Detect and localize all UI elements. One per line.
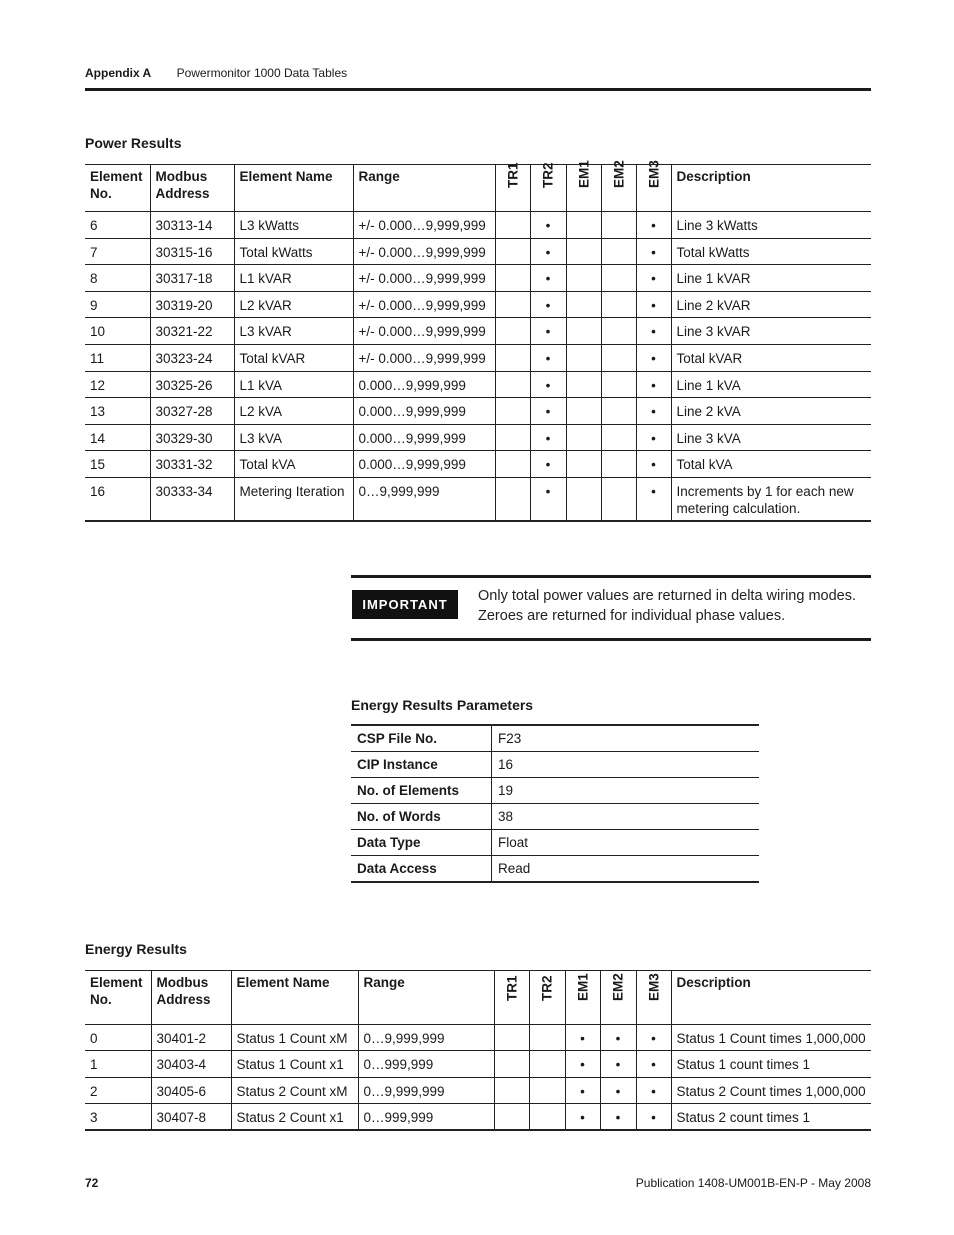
table-cell: Line 3 kWatts	[671, 212, 871, 239]
table-row	[85, 318, 871, 345]
table-cell: 30405-6	[151, 1077, 231, 1103]
table-cell: •	[600, 1051, 636, 1077]
important-badge: IMPORTANT	[352, 590, 458, 619]
param-key: No. of Words	[351, 804, 492, 830]
table-cell: +/- 0.000…9,999,999	[353, 318, 495, 345]
param-key: Data Access	[351, 856, 492, 883]
table-cell	[529, 1025, 565, 1051]
col-range: Range	[353, 165, 495, 212]
table-cell	[566, 344, 601, 371]
table-cell: •	[530, 265, 566, 292]
energy-params-table	[351, 724, 759, 883]
table-cell: •	[636, 265, 671, 292]
table-cell: Line 3 kVA	[671, 424, 871, 451]
col-em2: EM2	[600, 971, 636, 1025]
param-row	[351, 856, 759, 883]
table-cell: •	[636, 1051, 671, 1077]
table-cell: Line 1 kVA	[671, 371, 871, 398]
table-cell: 6	[85, 212, 150, 239]
table-row	[85, 212, 871, 239]
table-cell: Line 3 kVAR	[671, 318, 871, 345]
table-cell	[494, 1051, 529, 1077]
table-cell	[529, 1051, 565, 1077]
col-tr1: TR1	[494, 971, 529, 1025]
table-cell: +/- 0.000…9,999,999	[353, 291, 495, 318]
col-tr2: TR2	[529, 971, 565, 1025]
table-cell: •	[636, 1104, 671, 1130]
table-row	[85, 398, 871, 425]
table-cell: +/- 0.000…9,999,999	[353, 212, 495, 239]
table-row	[85, 1025, 871, 1051]
param-key: Data Type	[351, 830, 492, 856]
param-key: CSP File No.	[351, 725, 492, 752]
table-cell: 30317-18	[150, 265, 234, 292]
table-row	[85, 344, 871, 371]
table-cell: 0.000…9,999,999	[353, 371, 495, 398]
col-tr1: TR1	[495, 165, 530, 212]
table-cell: •	[636, 398, 671, 425]
table-row	[85, 1077, 871, 1103]
param-row	[351, 804, 759, 830]
table-cell	[566, 291, 601, 318]
page-number: 72	[85, 1176, 99, 1190]
table-cell: Status 2 Count x1	[231, 1104, 358, 1130]
param-row	[351, 778, 759, 804]
table-cell: 0.000…9,999,999	[353, 451, 495, 478]
col-em1: EM1	[566, 165, 601, 212]
table-cell: 10	[85, 318, 150, 345]
col-em2: EM2	[601, 165, 636, 212]
col-element-name: Element Name	[231, 971, 358, 1025]
table-cell: •	[636, 212, 671, 239]
table-cell	[495, 451, 530, 478]
table-cell: 13	[85, 398, 150, 425]
table-cell	[494, 1104, 529, 1130]
table-cell: L3 kVA	[234, 424, 353, 451]
table-cell	[601, 344, 636, 371]
table-cell	[601, 398, 636, 425]
power-header-row	[85, 165, 871, 212]
col-element-no: Element No.	[85, 165, 150, 212]
table-cell: Status 1 Count x1	[231, 1051, 358, 1077]
table-cell: Status 2 Count xM	[231, 1077, 358, 1103]
param-row	[351, 725, 759, 752]
table-cell: 9	[85, 291, 150, 318]
table-cell	[566, 318, 601, 345]
table-cell: •	[636, 451, 671, 478]
table-row	[85, 451, 871, 478]
table-cell	[529, 1104, 565, 1130]
table-cell: 30333-34	[150, 477, 234, 521]
table-cell: •	[600, 1077, 636, 1103]
table-row	[85, 1051, 871, 1077]
table-cell: Total kWatts	[671, 238, 871, 265]
table-cell: L1 kVA	[234, 371, 353, 398]
table-cell: Line 1 kVAR	[671, 265, 871, 292]
table-cell: 0…9,999,999	[353, 477, 495, 521]
table-cell: •	[565, 1025, 600, 1051]
col-element-name: Element Name	[234, 165, 353, 212]
table-cell: 30401-2	[151, 1025, 231, 1051]
energy-params-title: Energy Results Parameters	[351, 697, 534, 713]
table-cell: 30403-4	[151, 1051, 231, 1077]
col-em1: EM1	[565, 971, 600, 1025]
col-modbus-address: Modbus Address	[151, 971, 231, 1025]
energy-header-row	[85, 971, 871, 1025]
table-cell: •	[530, 291, 566, 318]
table-cell: •	[530, 477, 566, 521]
table-row	[85, 238, 871, 265]
table-cell: L1 kVAR	[234, 265, 353, 292]
table-row	[85, 371, 871, 398]
table-cell	[494, 1077, 529, 1103]
table-cell: 30329-30	[150, 424, 234, 451]
table-cell	[566, 424, 601, 451]
table-cell: Total kWatts	[234, 238, 353, 265]
table-cell: •	[636, 318, 671, 345]
table-cell: Total kVAR	[234, 344, 353, 371]
table-cell: Status 1 count times 1	[671, 1051, 871, 1077]
table-cell: 8	[85, 265, 150, 292]
col-range: Range	[358, 971, 494, 1025]
table-cell: L3 kWatts	[234, 212, 353, 239]
param-row	[351, 830, 759, 856]
table-cell: •	[636, 291, 671, 318]
table-cell: •	[530, 238, 566, 265]
col-em3: EM3	[636, 165, 671, 212]
power-results-title: Power Results	[85, 135, 182, 151]
table-row	[85, 477, 871, 521]
table-cell: L3 kVAR	[234, 318, 353, 345]
table-cell: 1	[85, 1051, 151, 1077]
table-cell: Status 1 Count xM	[231, 1025, 358, 1051]
table-cell: 30315-16	[150, 238, 234, 265]
table-cell	[601, 451, 636, 478]
table-cell: •	[565, 1077, 600, 1103]
table-cell: 30407-8	[151, 1104, 231, 1130]
table-cell	[495, 212, 530, 239]
table-cell: •	[636, 1077, 671, 1103]
header-rule	[85, 88, 871, 91]
table-cell	[601, 291, 636, 318]
table-cell: •	[600, 1025, 636, 1051]
col-tr2: TR2	[530, 165, 566, 212]
table-cell	[601, 212, 636, 239]
publication-info: Publication 1408-UM001B-EN-P - May 2008	[635, 1176, 871, 1190]
table-cell: Metering Iteration	[234, 477, 353, 521]
table-cell	[601, 265, 636, 292]
table-cell: •	[530, 451, 566, 478]
table-cell	[566, 212, 601, 239]
table-cell: 30321-22	[150, 318, 234, 345]
table-row	[85, 1104, 871, 1130]
param-value: 38	[492, 804, 760, 830]
table-cell	[495, 291, 530, 318]
table-cell: 2	[85, 1077, 151, 1103]
table-cell	[566, 371, 601, 398]
table-cell: 30327-28	[150, 398, 234, 425]
table-cell: •	[530, 371, 566, 398]
table-cell: •	[636, 344, 671, 371]
table-cell	[601, 318, 636, 345]
table-cell	[566, 477, 601, 521]
table-cell	[495, 477, 530, 521]
table-cell: •	[530, 318, 566, 345]
table-cell: +/- 0.000…9,999,999	[353, 344, 495, 371]
table-cell: Line 2 kVAR	[671, 291, 871, 318]
table-cell: •	[565, 1051, 600, 1077]
table-cell: 30331-32	[150, 451, 234, 478]
table-cell	[529, 1077, 565, 1103]
power-results-table	[85, 160, 871, 522]
table-cell: 16	[85, 477, 150, 521]
table-cell: +/- 0.000…9,999,999	[353, 265, 495, 292]
param-key: CIP Instance	[351, 752, 492, 778]
table-row	[85, 424, 871, 451]
col-element-no: Element No.	[85, 971, 151, 1025]
table-cell	[601, 477, 636, 521]
important-text: Only total power values are returned in delta wiring modes. Zeroes are returned for individual phase values.	[478, 588, 856, 624]
table-cell	[495, 265, 530, 292]
table-cell: 3	[85, 1104, 151, 1130]
page-header	[85, 66, 347, 80]
table-cell: 30319-20	[150, 291, 234, 318]
table-row	[85, 265, 871, 292]
table-cell	[495, 344, 530, 371]
table-cell	[495, 398, 530, 425]
param-row	[351, 752, 759, 778]
table-cell: L2 kVAR	[234, 291, 353, 318]
table-cell: Status 2 Count times 1,000,000	[671, 1077, 871, 1103]
table-cell: •	[530, 424, 566, 451]
col-description: Description	[671, 165, 871, 212]
table-cell: 11	[85, 344, 150, 371]
param-value: Read	[498, 861, 531, 876]
table-cell: 0	[85, 1025, 151, 1051]
table-cell: Increments by 1 for each new metering calculation.	[671, 477, 871, 521]
important-top-rule	[351, 575, 871, 578]
table-cell: +/- 0.000…9,999,999	[353, 238, 495, 265]
table-cell: Total kVA	[234, 451, 353, 478]
table-cell	[495, 371, 530, 398]
table-cell	[601, 238, 636, 265]
table-row	[85, 291, 871, 318]
table-cell: •	[636, 1025, 671, 1051]
table-cell	[495, 318, 530, 345]
table-cell: •	[530, 344, 566, 371]
table-cell: •	[636, 238, 671, 265]
table-cell: 0.000…9,999,999	[353, 424, 495, 451]
table-cell: 0…9,999,999	[358, 1077, 494, 1103]
param-value: Float	[492, 830, 760, 856]
param-value: 19	[492, 778, 760, 804]
table-cell	[601, 424, 636, 451]
table-cell: Total kVA	[671, 451, 871, 478]
table-cell: •	[636, 477, 671, 521]
table-cell: •	[530, 212, 566, 239]
table-cell: Status 1 Count times 1,000,000	[671, 1025, 871, 1051]
table-cell: L2 kVA	[234, 398, 353, 425]
col-modbus-address: Modbus Address	[150, 165, 234, 212]
table-cell: •	[636, 424, 671, 451]
important-bottom-rule	[351, 638, 871, 641]
col-em3: EM3	[636, 971, 671, 1025]
table-cell: 12	[85, 371, 150, 398]
table-cell: 14	[85, 424, 150, 451]
table-cell: 30313-14	[150, 212, 234, 239]
table-cell: •	[530, 398, 566, 425]
table-cell: Total kVAR	[671, 344, 871, 371]
table-cell	[495, 238, 530, 265]
table-cell: Line 2 kVA	[671, 398, 871, 425]
table-cell	[601, 371, 636, 398]
table-cell	[566, 451, 601, 478]
table-cell: 0.000…9,999,999	[353, 398, 495, 425]
header-title: Powermonitor 1000 Data Tables	[176, 66, 348, 80]
table-cell: •	[636, 371, 671, 398]
table-cell: 30323-24	[150, 344, 234, 371]
table-cell	[566, 238, 601, 265]
table-cell: 30325-26	[150, 371, 234, 398]
param-value: 16	[492, 752, 760, 778]
table-cell	[495, 424, 530, 451]
param-key: No. of Elements	[351, 778, 492, 804]
appendix-label: Appendix A	[85, 66, 152, 80]
table-cell	[494, 1025, 529, 1051]
energy-results-title: Energy Results	[85, 941, 187, 957]
param-value: F23	[492, 725, 760, 752]
table-cell: 0…9,999,999	[358, 1025, 494, 1051]
table-cell: 0…999,999	[358, 1104, 494, 1130]
table-cell: 0…999,999	[358, 1051, 494, 1077]
table-cell: 7	[85, 238, 150, 265]
col-description: Description	[671, 971, 871, 1025]
table-cell: •	[565, 1104, 600, 1130]
energy-results-table	[85, 970, 871, 1131]
table-cell	[566, 265, 601, 292]
table-cell: •	[600, 1104, 636, 1130]
table-cell: 15	[85, 451, 150, 478]
table-cell: Status 2 count times 1	[671, 1104, 871, 1130]
table-cell	[566, 398, 601, 425]
